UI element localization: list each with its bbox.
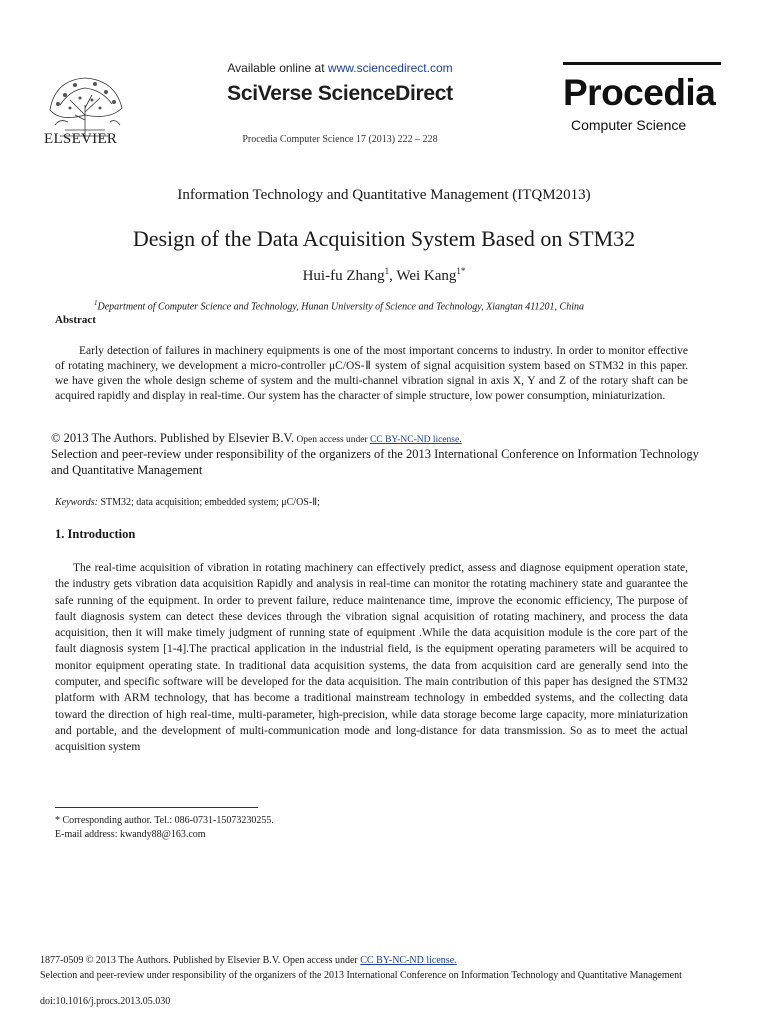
keywords <box>55 497 320 508</box>
footnote-corresponding-author: * Corresponding author. Tel.: 086-0731-15073230255. <box>55 815 274 826</box>
author-separator: , <box>389 268 397 284</box>
copyright-line <box>51 431 462 446</box>
keywords-text: STM32; data acquisition; embedded system; μC/OS-Ⅱ; <box>97 497 320 508</box>
open-access-text: Open access under <box>294 435 371 445</box>
conference-name: Information Technology and Quantitative Management (ITQM2013) <box>177 187 591 203</box>
sciencedirect-link[interactable]: www.sciencedirect.com <box>327 61 453 75</box>
footer-license-link[interactable]: CC BY-NC-ND license. <box>360 955 457 966</box>
affiliation <box>94 299 584 312</box>
journal-subtitle: Computer Science <box>571 117 687 133</box>
paper-title: Design of the Data Acquisition System Based on STM32 <box>132 226 636 251</box>
footer-copyright <box>40 955 457 966</box>
copyright-text: © 2013 The Authors. Published by Elsevier B.V. <box>51 431 295 445</box>
keywords-label: Keywords: <box>55 497 98 508</box>
author-name: Wei Kang <box>396 268 457 284</box>
author-list <box>0 266 768 285</box>
platform-name: SciVerse ScienceDirect <box>227 82 453 105</box>
author-affiliation-mark: 1 <box>384 266 390 276</box>
author-affiliation-mark: 1* <box>456 266 466 276</box>
license-link[interactable]: CC BY-NC-ND license. <box>370 435 462 445</box>
footnote-divider <box>55 807 258 808</box>
abstract-heading: Abstract <box>55 314 96 326</box>
affiliation-text: Department of Computer Science and Technology, Hunan University of Science and Technology, Xiangtan 411201, China <box>97 301 585 313</box>
affiliation-mark: 1 <box>94 299 98 307</box>
peer-review-statement: Selection and peer-review under responsibility of the organizers of the 2013 International Conference on Information Technology and Quantitative Management <box>51 447 699 477</box>
footnote-email: E-mail address: kwandy88@163.com <box>55 829 206 840</box>
publisher-name: ELSEVIER <box>44 131 118 147</box>
abstract-text: Early detection of failures in machinery equipments is one of the most important concerns to industry. In order to monitor effective of rotating machinery, we development a micro-controller μC/OS-Ⅱ system of signal acquisition system based on STM32 in this paper. we have given the whole design scheme of system and the multi-channel vibration signal in axis X, Y and Z of the rotary shaft can be acquired rapidly and display in real-time. Our system has the character of simple structure, low power consumption, miniaturization. <box>55 345 688 402</box>
author-name: Hui-fu Zhang <box>302 268 385 284</box>
journal-name: Procedia <box>563 72 716 113</box>
journal-reference: Procedia Computer Science 17 (2013) 222 – 228 <box>242 134 438 145</box>
available-online <box>160 61 520 75</box>
footer-issn-text: 1877-0509 © 2013 The Authors. Published by Elsevier B.V. <box>40 955 281 966</box>
footer-open-access: Open access under <box>280 955 361 966</box>
available-prefix: Available online at <box>227 61 328 75</box>
footer-doi[interactable]: doi:10.1016/j.procs.2013.05.030 <box>40 996 171 1007</box>
footer-peer-review: Selection and peer-review under responsibility of the organizers of the 2013 International Conference on Information Technology and Quantitative Management <box>40 970 682 981</box>
section-heading-introduction: 1. Introduction <box>55 527 136 541</box>
introduction-text: The real-time acquisition of vibration in rotating machinery can effectively predict, assess and diagnose equipment operation state, the industry gets vibration data acquisition Rapidly and analysis in real-time can monitor the rotating machinery state and guarantee the safe running of the equipment. In order to prevent failure, reduce maintenance time, improve the economic efficiency, The purpose of fault diagnosis system can detect these devices through the vibration signal acquisition of rotating machinery, and process the data acquisition, then it will make timely judgment of running state of equipment .While the data acquisition module is the core part of the fault diagnosis system [1-4].The practical application in the industrial field, is the equipment operating parameters will be acquired to monitor equipment operating state. In traditional data acquisition systems, the data from acquisition card are generally send into the computer, and specific software will be developed for the data acquisition. The main contribution of this paper has designed the STM32 platform with ARM technology, that has become a traditional mainstream technology in embedded systems, and the collecting data toward the direction of high real-time, multi-parameter, high-precision, while data storage become large capacity, more miniaturization and portable, and the development of multi-communication mode and long-distance for data transmission. So as to meet the actual acquisition system <box>55 562 688 754</box>
